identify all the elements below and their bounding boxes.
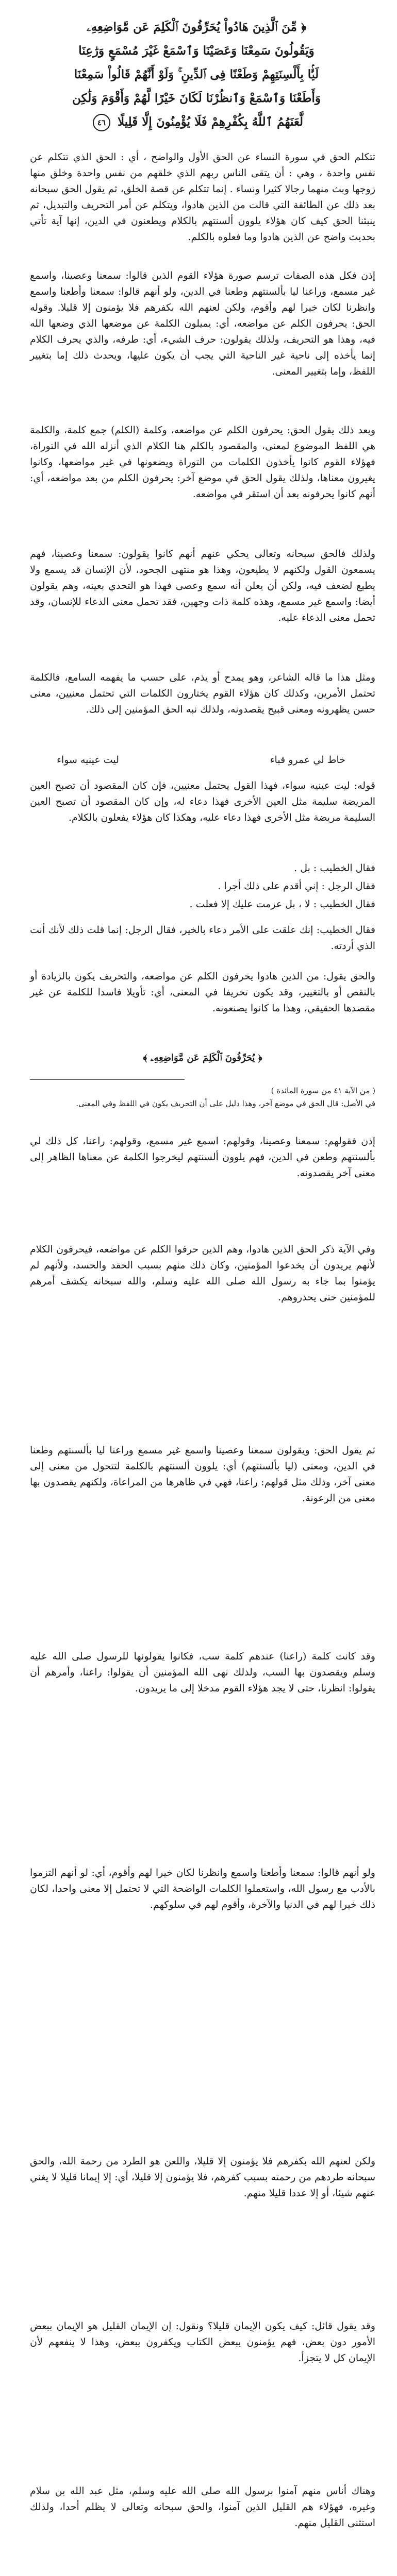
verse-line: وَأَطَعْنَا وَٱسْمَعْ وَٱنظُرْنَا لَكَانَ خَيْرًا لَّهُمْ وَأَقْوَمَ وَلَٰكِن	[72, 91, 321, 105]
paragraph: ولذلك فالحق سبحانه وتعالى يحكي عنهم أنهم كانوا يقولون: سمعنا وعصينا، فهم يسمعون القول ولكنهم لا يطيعون، وهذا هو منتهى الجحود، لأن الإنسان قد يسمع ولا يطيع لضعف فيه، ولكن أن يعلن أنه سمع وعصى فهذا هو التحدي بعينه، وهم يقولون أيضا: واسمع غير مسمع، وهذه كلمة ذات وجهين، فقد تحمل معنى الدعاء للإنسان، وقد تحمل معنى الدعاء عليه.	[30, 548, 375, 623]
paragraph: وقد يقول قائل: كيف يكون الإيمان قليلا؟ ونقول: إن الإيمان القليل هو الإيمان ببعض الأمور دون بعض، فهم يؤمنون ببعض الكتاب ويكفرون ببعض، وهذا لا ينفعهم لأن الإيمان كل لا يتجزأ.	[30, 2320, 375, 2364]
paragraph: وقد كانت كلمة (راعنا) عندهم كلمة سب، فكانوا يقولونها للرسول صلى الله عليه وسلم ويقصدون بها السب، ولذلك نهى الله المؤمنين أن يقولوا: راعنا، وأمرهم أن يقولوا: انظرنا، حتى لا يجد هؤلاء القوم مدخلا إلى ما يريدون.	[30, 1651, 375, 1694]
poem-hemistich-left: ليت عينيه سواء	[57, 754, 119, 766]
dialogue-block	[30, 860, 375, 914]
paragraph: ولو أنهم قالوا: سمعنا وأطعنا واسمع وانظرنا لكان خيرا لهم وأقوم، أي: لو أنهم التزموا بالأدب مع رسول الله، واستعملوا الكلمات الواضحة التي لا تحتمل إلا معنى واحدا، لكان ذلك خيرا لهم في الدنيا والآخرة، وأقوم لهم في سلوكهم.	[30, 1867, 375, 1910]
verse-line: ﴿ مِّنَ ٱلَّذِينَ هَادُواْ يُحَرِّفُونَ ٱلْكَلِمَ عَن مَّوَاضِعِهِۦ	[86, 20, 307, 34]
quote-line	[30, 1051, 375, 1065]
paragraph: تتكلم الحق في سورة النساء عن الحق الأول والواضح ، أي : الحق الذي تتكلم عن نفس واحدة ، وهي : أن يتقى الناس ربهم الذي خلقهم من نفس واحدة وخلق منها زوجها وبث منهما رجالا كثيرا ونساء . إنما تتكلم عن قصة الخلق، ثم يقول الحق سبحانه بعد ذلك عن الطائفة التي قالت من الذين هادوا، ويتكلم عن أمر التحريف والتبديل، ثم ينبئنا الحق كيف كان هؤلاء يلوون ألسنتهم بالكلام ويطعنون في الدين، إنها آية تأتي بحديث واضح عن الذين هادوا وما فعلوه بالكلم.	[30, 151, 375, 243]
poem-hemistich-right: خاط لي عمرو قباء	[270, 754, 345, 766]
verse-block-top	[10, 15, 383, 134]
verse-line: لَيًّۢا بِأَلْسِنَتِهِمْ وَطَعْنًا فِى ٱلدِّينِ ۚ وَلَوْ أَنَّهُمْ قَالُواْ سَمِعْنَا	[74, 67, 319, 81]
verse-line-text: لَّعَنَهُمُ ٱللَّهُ بِكُفْرِهِمْ فَلَا يُؤْمِنُونَ إِلَّا قَلِيلًا	[117, 115, 304, 129]
dialogue-line: فقال الخطيب : بل .	[294, 862, 375, 874]
dialogue-line: فقال الرجل : إني أقدم على ذلك أجرا .	[218, 880, 375, 892]
poem-verse	[57, 752, 345, 768]
quoted-verse: ﴿ يُحَرِّفُونَ ٱلْكَلِمَ عَن مَّوَاضِعِهِۦ ﴾	[143, 1053, 262, 1063]
section-rule	[30, 1079, 185, 1080]
note-text: في الأصل: قال الحق في موضع آخر، وهذا دليل على أن التحريف يكون في اللفظ وفي المعنى.	[76, 1099, 375, 1108]
paragraph: قوله: ليت عينيه سواء، فهذا القول يحتمل معنيين، فإن كان المقصود أن تصبح العين المريضة سليمة مثل العين الأخرى فهذا دعاء له، وإن كان المقصود أن تصبح العين السليمة مريضة مثل الأخرى فهذا دعاء عليه، وهكذا كان هؤلاء يفعلون بالكلام.	[30, 780, 375, 823]
paragraph: إذن فكل هذه الصفات ترسم صورة هؤلاء القوم الذين قالوا: سمعنا وعصينا، واسمع غير مسمع، وراعنا ليا بألسنتهم وطعنا في الدين، ولو أنهم قالوا: سمعنا وأطعنا واسمع وانظرنا لكان خيرا لهم وأقوم، ولكن لعنهم الله بكفرهم فلا يؤمنون إلا قليلا. وقوله الحق: يحرفون الكلم عن مواضعه، أي: يميلون الكلمة عن موضعها الذي وضعها الله فيه، وهذا هو التحريف، ولذلك يقولون: حرف الشيء، أي: طرفه، والذي يحرف الكلام إنما يأخذه إلى ناحية غير الناحية التي يجب أن يكون عليها، ويحدث ذلك إما بتغيير اللفظ، وإما بتغيير المعنى.	[30, 270, 375, 377]
paragraph: ثم يقول الحق: ويقولون سمعنا وعصينا واسمع غير مسمع وراعنا ليا بألسنتهم وطعنا في الدين، ومعنى (ليا بألسنتهم) أي: يلوون ألسنتهم بالكلمة لتتحول من معنى إلى معنى آخر، وذلك مثل قولهم: راعنا، فهي في ظاهرها من المراعاة، ولكنهم يقصدون بها معنى من الرعونة.	[30, 1445, 375, 1504]
paragraph: وفي الآية ذكر الحق الذين هادوا، وهم الذين حرفوا الكلم عن مواضعه، فيحرفون الكلام لأنهم يريدون أن يخدعوا المؤمنين، وكان ذلك منهم بسبب الحقد والحسد، ولأنهم لم يؤمنوا بما جاء به رسول الله صلى الله عليه وسلم، والله سبحانه يكشف أمرهم للمؤمنين حتى يحذروهم.	[30, 1244, 375, 1303]
paragraph: ولكن لعنهم الله بكفرهم فلا يؤمنون إلا قليلا، واللعن هو الطرد من رحمة الله، والحق سبحانه طردهم من رحمته بسبب كفرهم، فلا يؤمنون إلا قليلا، أي: إلا إيمانا قليلا لا يغني عنهم شيئا، أو إلا عددا قليلا منهم.	[30, 2156, 375, 2199]
paragraph: فقال الخطيب: إنك علقت على الأمر دعاء بالخير، فقال الرجل: إنما قلت ذلك لأنك أنت الذي أردته.	[30, 924, 375, 952]
ayah-number-marker: ٤٦	[93, 114, 110, 131]
paragraph: إذن فقولهم: سمعنا وعصينا، وقولهم: اسمع غير مسمع، وقولهم: راعنا، كل ذلك لي بألسنتهم وطعن في الدين، فهم يلوون ألسنتهم ليخرجوا الكلمة عن معناها الظاهر إلى معنى آخر يقصدونه.	[30, 1136, 375, 1179]
note-reference: ( من الآية ٤١ من سورة المائدة )	[271, 1086, 375, 1095]
paragraph: وبعد ذلك يقول الحق: يحرفون الكلم عن مواضعه، وكلمة (الكلم) جمع كلمة، والكلمة هي اللفظ الموضوع لمعنى، والمقصود بالكلم هنا الكلام الذي أنزله الله في التوراة، فهؤلاء القوم كانوا يأخذون الكلمات من التوراة ويضعونها في غير مواضعها، وكانوا يغيرون معناها، ولذلك يقول الحق في موضع آخر: يحرفون الكلم من بعد مواضعه، أي: أنهم كانوا يحرفونه بعد أن استقر في مواضعه.	[30, 425, 375, 500]
verse-line	[10, 110, 383, 134]
paragraph: والحق يقول: من الذين هادوا يحرفون الكلم عن مواضعه، والتحريف يكون بالزيادة أو بالنقص أو بالتغيير، وقد يكون تحريفا في المعنى، أي: تأويلا فاسدا للكلمة عن غير مقصدها الحقيقي، وهذا ما كانوا يصنعونه.	[30, 971, 375, 1014]
paragraph: ومثل هذا ما قاله الشاعر، وهو يمدح أو يذم، على حسب ما يفهمه السامع، فالكلمة تحتمل الأمرين، وكذلك كان هؤلاء القوم يختارون الكلمات التي تحتمل معنيين، معنى حسن يظهرونه ومعنى قبيح يقصدونه، ولذلك نبه الحق المؤمنين إلى ذلك.	[30, 672, 375, 715]
reference-note	[30, 1084, 375, 1110]
dialogue-line: فقال الخطيب : لا ، بل عزمت عليك إلا فعلت .	[189, 899, 375, 910]
paragraph: وهناك أناس منهم آمنوا برسول الله صلى الله عليه وسلم، مثل عبد الله بن سلام وغيره، فهؤلاء هم القليل الذين آمنوا، والحق سبحانه وتعالى لا يظلم أحدا، ولذلك استثنى القليل منهم.	[30, 2485, 375, 2529]
verse-line: وَيَقُولُونَ سَمِعْنَا وَعَصَيْنَا وَٱسْمَعْ غَيْرَ مُسْمَعٍ وَرَٰعِنَا	[78, 44, 315, 58]
